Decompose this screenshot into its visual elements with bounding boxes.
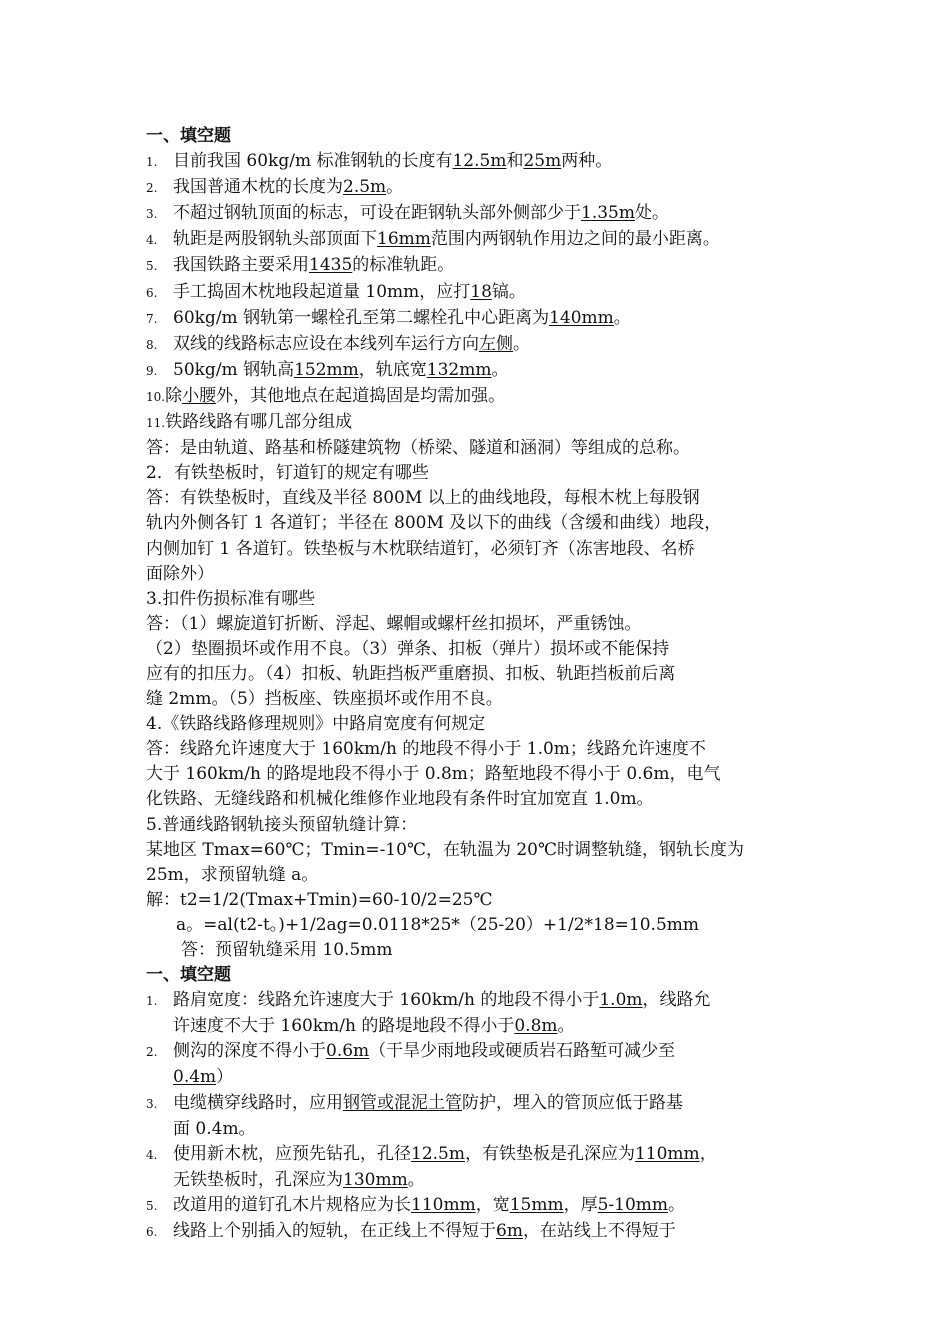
item-number: 5.: [146, 1198, 158, 1213]
question: 3.扣件伤损标准有哪些: [146, 588, 316, 609]
question: 11.铁路线路有哪几部分组成: [146, 412, 353, 433]
list-item: 7. 60kg/m 钢轨第一螺栓孔至第二螺栓孔中心距离为140mm。: [146, 306, 826, 332]
document-page: [146, 124, 826, 1245]
list-item: 10.除小腰外，其他地点在起道捣固是均需加强。: [146, 385, 506, 406]
answer-blank: 110mm: [411, 1194, 476, 1215]
item-number: 4.: [146, 1147, 158, 1162]
item-number: 3.: [146, 1096, 158, 1111]
item-number: 4.: [146, 233, 158, 248]
item-number: 1.: [146, 994, 158, 1009]
list-item: 2. 我国普通木枕的长度为2.5m。: [146, 175, 826, 201]
item-number: 3.: [146, 207, 158, 222]
answer-blank: 25m: [523, 151, 562, 172]
solution-line: 解：t2=1/2(Tmax+Tmin)=60-10/2=25℃: [146, 889, 493, 910]
list-item-continuation: 0.4m）: [173, 1067, 234, 1088]
answer-blank: 18: [470, 281, 492, 302]
item-number: 1.: [146, 155, 158, 170]
answer-blank: 16mm: [377, 229, 431, 250]
item-number: 10.: [146, 389, 166, 404]
question: 5.普通线路钢轨接头预留轨缝计算：: [146, 814, 418, 835]
item-number: 2.: [146, 181, 158, 196]
answer-line: 答：（1）螺旋道钉折断、浮起、螺帽或螺杆丝扣损坏，严重锈蚀。: [146, 613, 642, 634]
list-item-continuation: 面 0.4m。: [173, 1118, 256, 1139]
problem-line: 某地区 Tmax=60℃；Tmin=-10℃，在轨温为 20℃时调整轨缝，钢轨长度为: [146, 839, 745, 860]
question: 4.《铁路线路修理规则》中路肩宽度有何规定: [146, 714, 486, 735]
answer-blank: 152mm: [294, 359, 359, 380]
answer-blank: 140mm: [549, 307, 614, 328]
item-number: 2.: [146, 1045, 158, 1060]
answer-blank: 130mm: [343, 1169, 408, 1190]
answer-blank: 2.5m: [343, 177, 387, 198]
list-item: 3. 不超过钢轨顶面的标志，可设在距钢轨头部外侧部少于1.35m处。: [146, 201, 826, 227]
answer-blank: 5-10mm: [597, 1194, 669, 1215]
list-item: 6. 线路上个别插入的短轨，在正线上不得短于6m，在站线上不得短于: [146, 1219, 826, 1245]
solution-line: a。=al(t2-t。)+1/2ag=0.0118*25*（25-20）+1/2*18=10.5mm: [176, 914, 699, 935]
answer-blank: 110mm: [634, 1143, 700, 1164]
answer-blank: 1.35m: [581, 203, 635, 224]
item-number: 9.: [146, 363, 158, 378]
question: 2．有铁垫板时，钉道钉的规定有哪些: [146, 463, 429, 484]
answer-blank: 小腰: [182, 385, 217, 406]
answer-line: （2）垫圈损坏或作用不良。（3）弹条、扣板（弹片）损坏或不能保持: [146, 638, 670, 659]
answer-blank: 1.0m: [599, 990, 643, 1011]
list-item: 5. 我国铁路主要采用1435的标准轨距。: [146, 253, 826, 279]
answer-line: 应有的扣压力。（4）扣板、轨距挡板严重磨损、扣板、轨距挡板前后离: [146, 663, 676, 684]
answer-line: 缝 2mm。（5）挡板座、铁座损坏或作用不良。: [146, 689, 503, 710]
list-item: 1. 路肩宽度：线路允许速度大于 160km/h 的地段不得小于1.0m，线路允: [146, 988, 826, 1014]
solution-answer: 答：预留轨缝采用 10.5mm: [181, 940, 393, 960]
answer-blank: 12.5m: [411, 1143, 465, 1164]
list-item: 1. 目前我国 60kg/m 标准钢轨的长度有12.5m和25m两种。: [146, 149, 826, 175]
section-heading: 一、填空题: [146, 126, 231, 146]
answer-blank: 钢管或混泥土管: [343, 1092, 462, 1113]
answer-blank: 1435: [309, 255, 353, 276]
list-item: 5. 改道用的道钉孔木片规格应为长110mm，宽15mm，厚5-10mm。: [146, 1193, 826, 1219]
answer-blank: 132mm: [426, 359, 492, 380]
answer-line: 答：线路允许速度大于 160km/h 的地段不得小于 1.0m；线路允许速度不: [146, 739, 706, 760]
list-item-continuation: 许速度不大于 160km/h 的路堤地段不得小于0.8m。: [173, 1016, 575, 1037]
answer-line: 答：有铁垫板时，直线及半径 800M 以上的曲线地段，每根木枕上每股钢: [146, 488, 700, 509]
list-item: 4. 轨距是两股钢轨头部顶面下16mm范围内两钢轨作用边之间的最小距离。: [146, 227, 826, 253]
list-item: 3. 电缆横穿线路时，应用钢管或混泥土管防护，埋入的管顶应低于路基: [146, 1091, 826, 1117]
item-number: 7.: [146, 311, 158, 326]
list-item: 4. 使用新木枕，应预先钻孔，孔径12.5m，有铁垫板是孔深应为110mm，: [146, 1142, 826, 1168]
answer-blank: 0.8m: [514, 1016, 558, 1037]
item-number: 11.: [146, 416, 166, 431]
answer-blank: 左侧: [479, 333, 513, 354]
answer-line: 轨内外侧各钉 1 各道钉；半径在 800M 及以下的曲线（含缓和曲线）地段，: [146, 513, 722, 534]
item-number: 5.: [146, 259, 158, 274]
list-item: 2. 侧沟的深度不得小于0.6m（干旱少雨地段或硬质岩石路堑可减少至: [146, 1039, 826, 1065]
answer: 答：是由轨道、路基和桥隧建筑物（桥梁、隧道和涵洞）等组成的总称。: [146, 438, 690, 459]
answer-blank: 12.5m: [452, 151, 507, 172]
answer-line: 面除外）: [146, 563, 214, 584]
item-number: 8.: [146, 337, 158, 352]
answer-blank: 0.6m: [326, 1041, 370, 1062]
list-item-continuation: 无铁垫板时，孔深应为130mm。: [173, 1169, 425, 1190]
list-item: 9. 50kg/m 钢轨高152mm，轨底宽132mm。: [146, 358, 826, 384]
problem-line: 25m，求预留轨缝 a。: [146, 864, 319, 885]
section-heading: 一、填空题: [146, 965, 231, 986]
answer-line: 大于 160km/h 的路堤地段不得小于 0.8m；路堑地段不得小于 0.6m，电气: [146, 764, 721, 785]
item-number: 6.: [146, 285, 158, 300]
list-item: 8. 双线的线路标志应设在本线列车运行方向左侧。: [146, 332, 826, 358]
item-number: 6.: [146, 1225, 158, 1240]
answer-blank: 0.4m: [173, 1067, 217, 1088]
answer-line: 内侧加钉 1 各道钉。铁垫板与木枕联结道钉，必须钉齐（冻害地段、名桥: [146, 538, 695, 559]
answer-blank: 6m: [496, 1221, 523, 1242]
answer-blank: 15mm: [509, 1194, 564, 1215]
answer-line: 化铁路、无缝线路和机械化维修作业地段有条件时宜加宽直 1.0m。: [146, 789, 654, 810]
list-item: 6. 手工捣固木枕地段起道量 10mm，应打18镐。: [146, 280, 826, 306]
